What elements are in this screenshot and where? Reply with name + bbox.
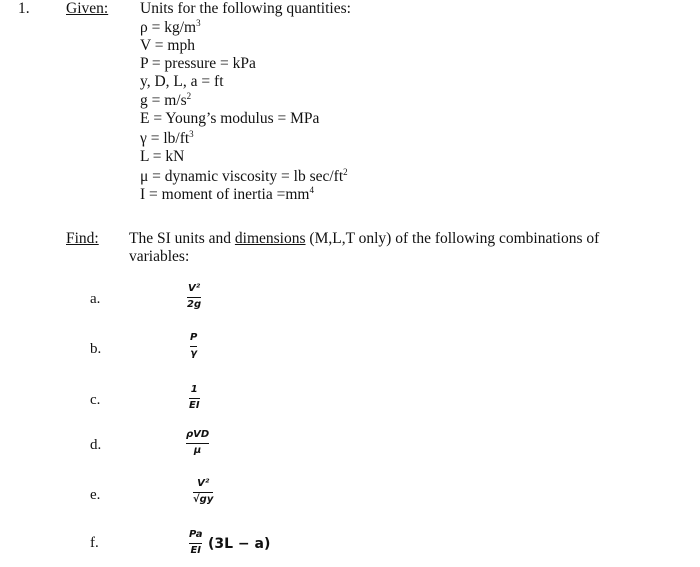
given-quantity-text: γ = lb/ft	[140, 130, 190, 147]
given-quantity-exponent: 2	[186, 91, 192, 101]
given-quantity-line	[140, 92, 191, 110]
expr-d-bar	[186, 443, 209, 444]
item-label-b: b.	[90, 341, 102, 357]
expr-c	[189, 384, 200, 412]
find-text-part2: (M,L,T only) of the following combinations of	[309, 230, 600, 247]
find-text-part1: The SI units and	[129, 230, 232, 247]
item-label-c: c.	[90, 392, 101, 408]
given-intro: Units for the following quantities:	[140, 0, 351, 17]
given-quantity-line	[140, 110, 319, 128]
given-quantity-text: L = kN	[140, 148, 185, 165]
expr-d-num: ρVD	[186, 429, 210, 440]
given-quantity-line	[140, 73, 224, 91]
given-quantity-text: ρ = kg/m	[140, 19, 197, 36]
expr-f	[189, 529, 202, 557]
expr-b	[190, 332, 197, 360]
given-quantity-line	[140, 186, 314, 204]
expr-e-radicand: gy	[199, 494, 214, 505]
item-label-e: e.	[90, 487, 101, 503]
given-quantity-text: P = pressure = kPa	[140, 55, 256, 72]
given-quantity-text: μ = dynamic viscosity = lb sec/ft	[140, 168, 344, 185]
expr-f-bar	[189, 543, 202, 544]
find-label: Find:	[66, 230, 99, 247]
expr-f-den: EI	[190, 545, 201, 556]
expr-c-num: 1	[190, 384, 198, 395]
expr-d-den: μ	[193, 445, 202, 456]
given-quantity-text: E = Young’s modulus = MPa	[140, 110, 320, 127]
item-label-d: d.	[90, 437, 102, 453]
expr-c-den: EI	[189, 400, 200, 411]
given-quantity-exponent: 3	[196, 18, 201, 28]
expr-b-bar	[190, 346, 197, 347]
expr-a-den: 2g	[187, 299, 202, 310]
given-quantity-exponent: 2	[343, 167, 348, 177]
expr-e	[193, 478, 213, 506]
expr-e-sqrt-sign: √	[193, 494, 200, 505]
expr-e-num: V²	[197, 478, 210, 489]
find-text	[129, 229, 599, 248]
given-label: Given:	[66, 0, 109, 17]
given-quantity-text: y, D, L, a = ft	[140, 73, 224, 90]
problem-number: 1.	[18, 0, 30, 17]
item-label-a: a.	[90, 291, 101, 307]
expr-f-suffix: (3L − a)	[208, 536, 271, 552]
expr-a	[187, 283, 201, 311]
given-quantity-exponent: 4	[309, 185, 314, 195]
given-quantity-text: g = m/s	[140, 92, 187, 109]
given-quantity-line	[140, 130, 194, 148]
expr-d	[186, 429, 209, 457]
expr-e-den	[193, 494, 213, 506]
given-quantity-exponent: 3	[189, 129, 194, 139]
given-quantity-line	[140, 55, 256, 73]
expr-b-num: P	[190, 332, 198, 343]
given-quantity-text: I = moment of inertia =mm	[140, 186, 310, 203]
given-quantity-line	[140, 148, 184, 166]
given-quantity-line	[140, 168, 348, 186]
item-label-f: f.	[90, 535, 99, 551]
find-text-line2: variables:	[129, 248, 190, 265]
given-quantity-text: V = mph	[140, 37, 195, 54]
expr-b-den: γ	[190, 348, 198, 359]
given-quantity-line	[140, 37, 195, 55]
expr-c-bar	[189, 398, 200, 399]
expr-f-num: Pa	[189, 529, 203, 540]
find-text-dimensions: dimensions	[234, 230, 306, 247]
expr-a-num: V²	[188, 283, 201, 294]
given-quantity-line	[140, 19, 201, 37]
expr-a-bar	[187, 297, 201, 298]
